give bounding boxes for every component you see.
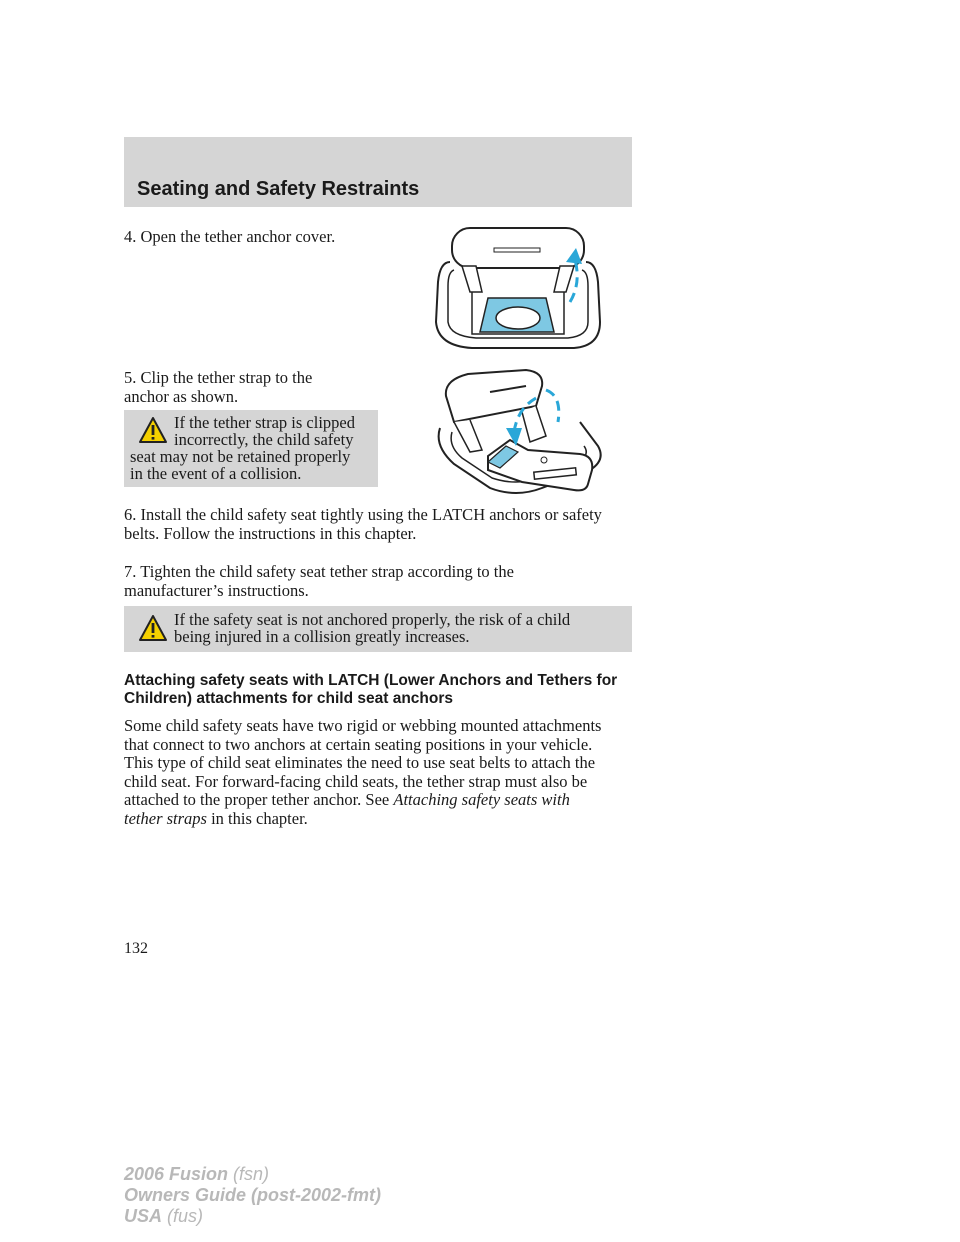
warning-box-anchoring [124, 606, 632, 652]
warning-text-line: being injured in a collision greatly increases. [174, 627, 470, 646]
warning-triangle-icon [138, 416, 168, 444]
step-7-text: 7. Tighten the child safety seat tether strap according to the manufacturer’s instructions. [124, 562, 514, 600]
section-title: Seating and Safety Restraints [137, 178, 420, 200]
warning-text-line: If the tether strap is clipped [174, 413, 355, 432]
warning-text-line: incorrectly, the child safety [174, 430, 354, 449]
latch-section-body: Some child safety seats have two rigid or webbing mounted attachments that connect to two anchors at certain seating positions in your vehicle. This type of child seat eliminates the need to use seat belts to attach the child seat. For forward-facing child seats, the tether strap must also be attached to the proper tether anchor. See Attaching safety seats with tether straps in this chapter. [124, 716, 602, 828]
warning-triangle-icon [138, 614, 168, 642]
warning-box-strap-clip [124, 410, 378, 487]
tether-strap-clip-illustration [430, 366, 616, 498]
warning-text-line: in the event of a collision. [130, 464, 302, 483]
page-number: 132 [124, 940, 148, 957]
document-footer: 2006 Fusion (fsn) Owners Guide (post-2002-fmt) USA (fus) [124, 1164, 382, 1226]
step-4-text: 4. Open the tether anchor cover. [124, 227, 336, 246]
section-header-bar [124, 137, 632, 207]
warning-text-line: If the safety seat is not anchored properly, the risk of a child [174, 610, 571, 629]
latch-section-heading: Attaching safety seats with LATCH (Lower Anchors and Tethers for Children) attachments for child seat anchors [124, 672, 618, 707]
cross-reference-link: tether straps [124, 808, 207, 828]
step-5-text: 5. Clip the tether strap to the anchor as shown. [124, 368, 313, 406]
tether-anchor-cover-open-illustration [432, 222, 610, 354]
cross-reference-link: Attaching safety seats with [393, 790, 570, 809]
step-6-text: 6. Install the child safety seat tightly using the LATCH anchors or safety belts. Follow the instructions in this chapter. [124, 505, 602, 543]
warning-text-line: seat may not be retained properly [130, 447, 351, 466]
